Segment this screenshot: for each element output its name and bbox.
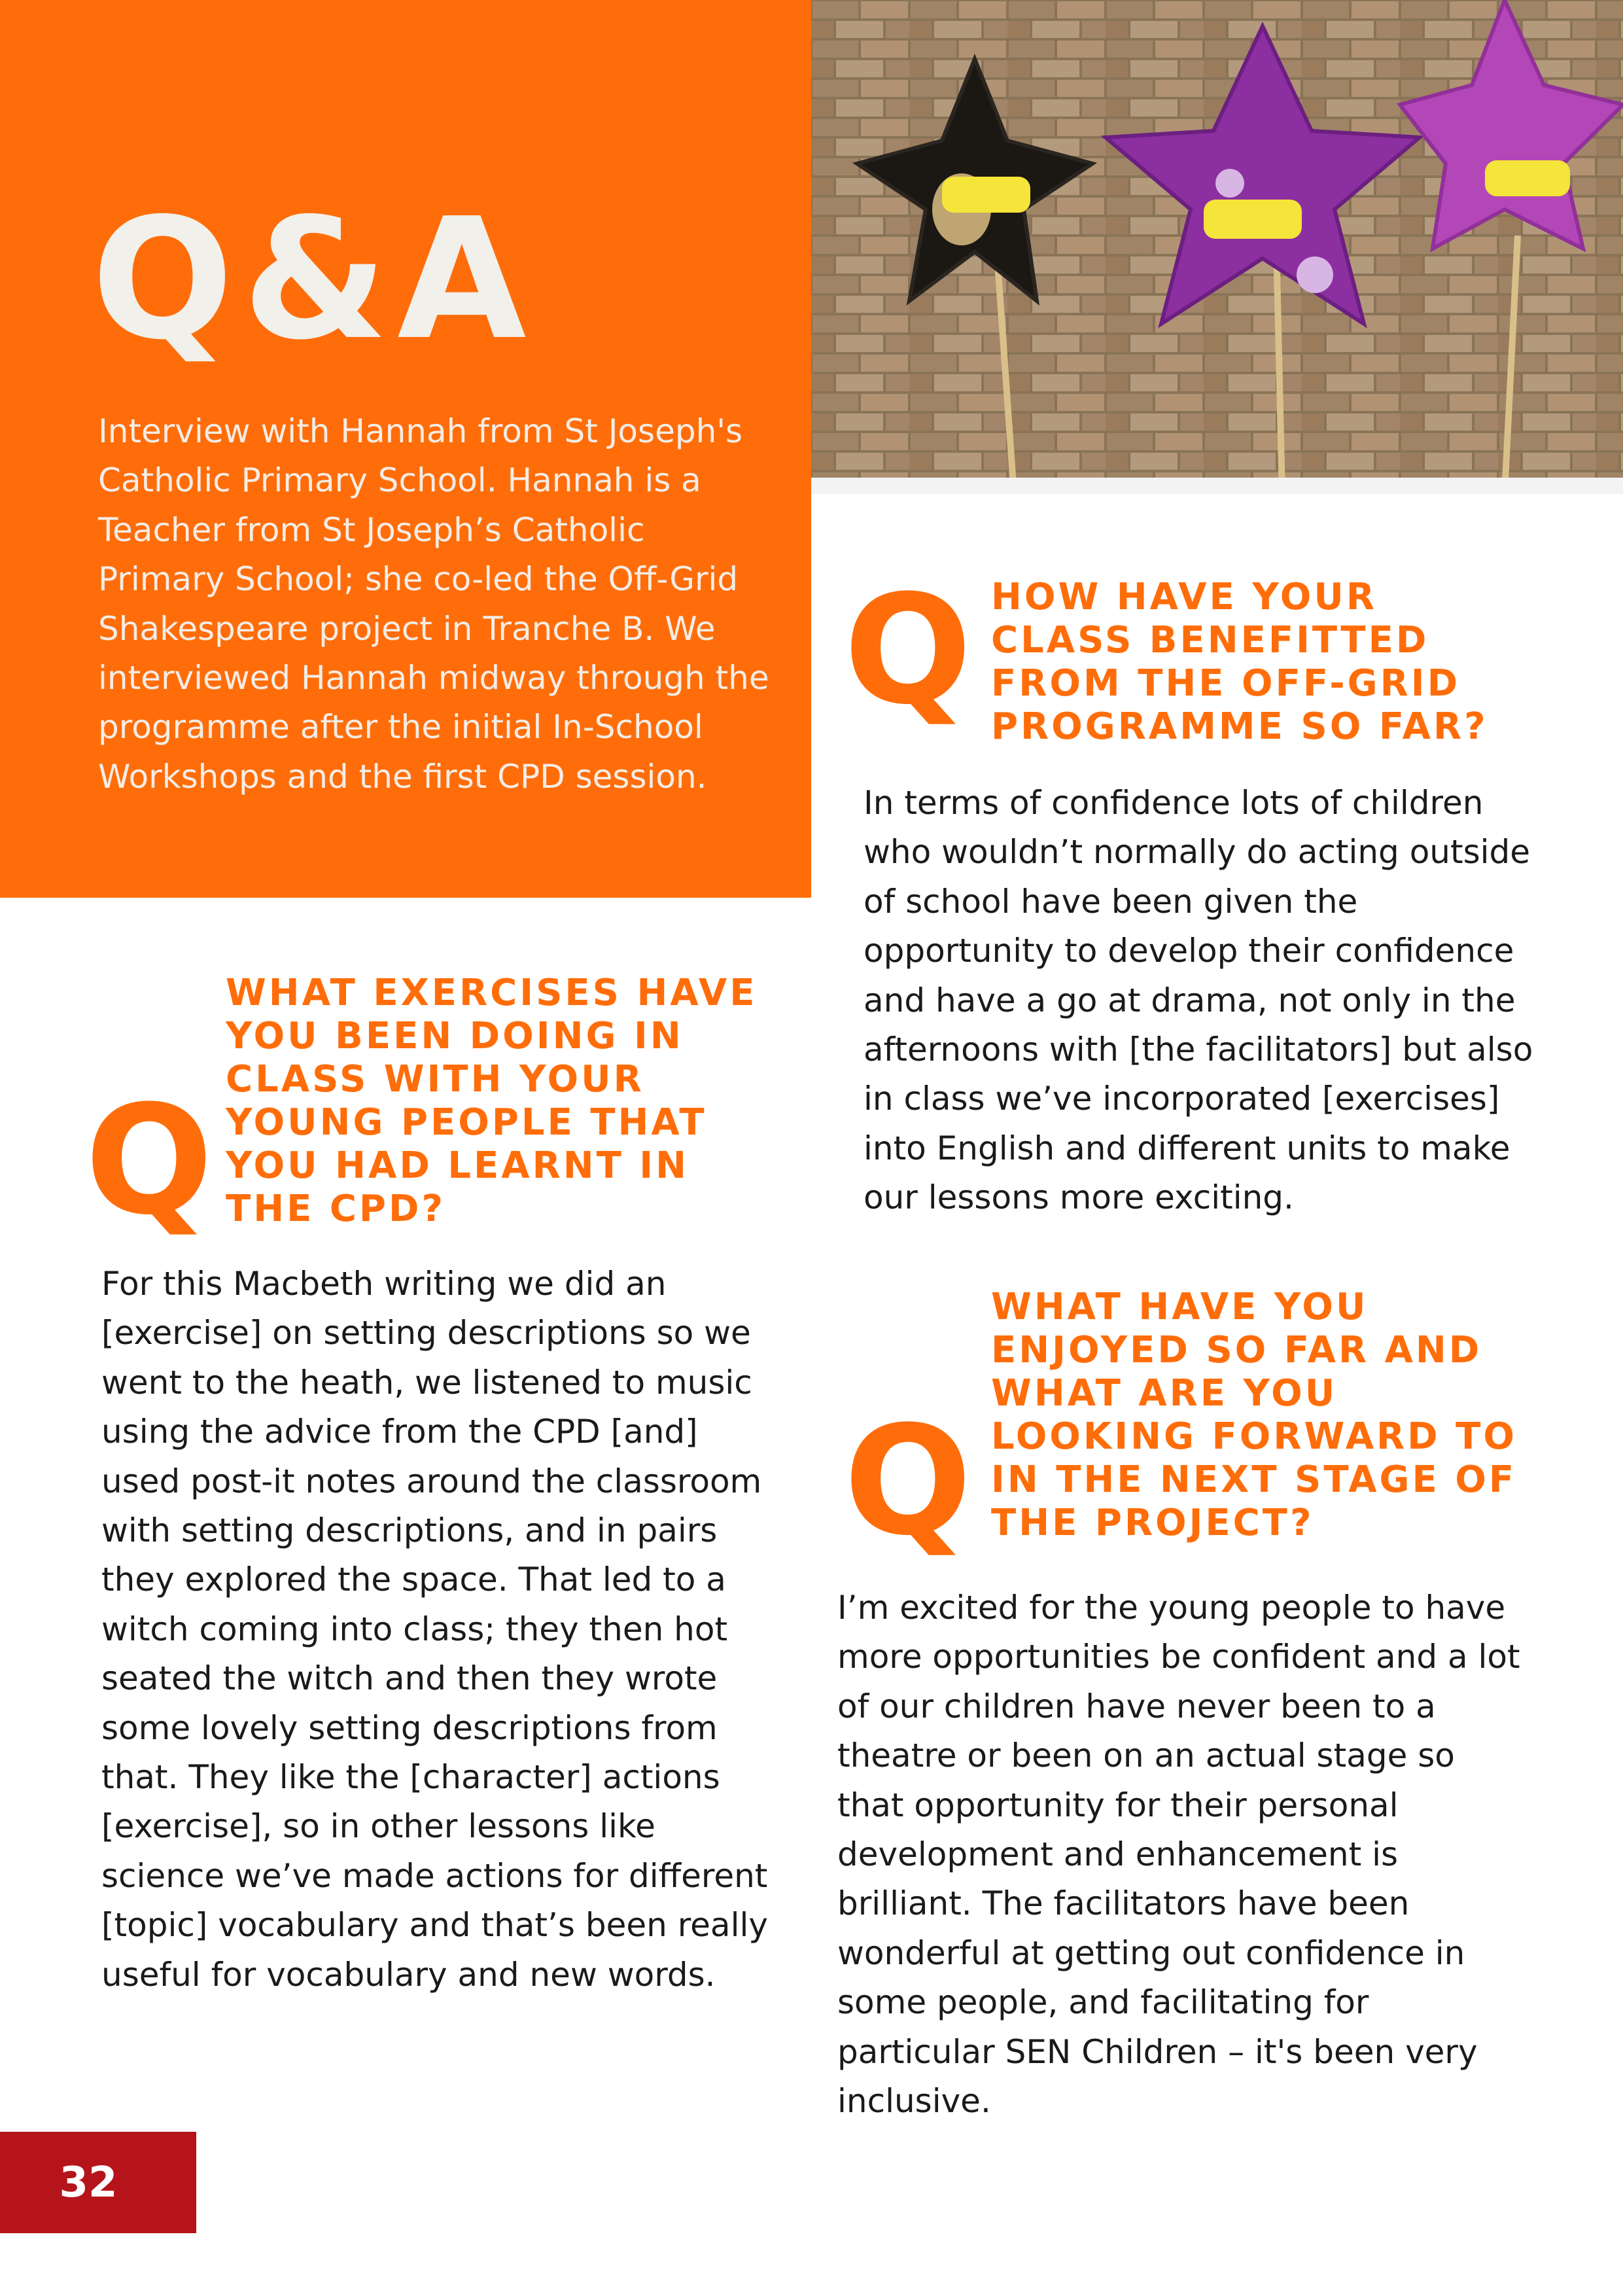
photo-of-painted-stars <box>811 0 1623 494</box>
question-heading: HOW HAVE YOUR CLASS BENEFITTED FROM THE OFF-GRID PROGRAMME SO FAR? <box>991 576 1488 748</box>
page-title: Q&A <box>92 183 536 377</box>
intro-panel <box>0 0 811 898</box>
answer-text: In terms of confidence lots of children who wouldn’t normally do acting outside of school have been given the opportunity to develop their confidence and have a go at drama, not only in the afternoons with [the facilitators] but also in class we’ve incorporated [exercises] into English and different units to make our lessons more exciting. <box>864 784 1533 1217</box>
page-number: 32 <box>59 2158 118 2207</box>
intro-text: Interview with Hannah from St Joseph's Catholic Primary School. Hannah is a Teacher from St Joseph’s Catholic Primary School; she co-led the Off-Grid Shakespeare project in Tranche B. We interviewed Hannah midway through the programme after the initial In-School Workshops and the first CPD session. <box>98 412 769 796</box>
answer-text: I’m excited for the young people to have more opportunities be confident and a lot of our children have never been to a theatre or been on an actual stage so that opportunity for their personal development and enhancement is brilliant. The facilitators have been wonderful at getting out confidence in some people, and facilitating for particular SEN Children – it's been very inclusive. <box>837 1589 1520 2121</box>
q-mark-icon: Q <box>844 563 972 738</box>
question-heading: WHAT EXERCISES HAVE YOU BEEN DOING IN CLASS WITH YOUR YOUNG PEOPLE THAT YOU HAD LEARNT IN THE CPD? <box>226 972 758 1230</box>
q-mark-icon: Q <box>85 1074 213 1248</box>
answer-text: For this Macbeth writing we did an [exercise] on setting descriptions so we went to the heath, we listened to music using the advice from the CPD [and] used post-it notes around the classroom with setting descriptions, and in pairs they explored the space. That led to a witch coming into class; they then hot seated the witch and then they wrote some lovely setting descriptions from that. They like the [character] actions [exercise], so in other lessons like science we’ve made actions for different [topic] vocabulary and that’s been really useful for vocabulary and new words. <box>101 1265 768 1994</box>
question-heading: WHAT HAVE YOU ENJOYED SO FAR AND WHAT ARE YOU LOOKING FORWARD TO IN THE NEXT STAGE OF THE PROJECT? <box>991 1286 1517 1544</box>
page-number-badge <box>0 2132 196 2233</box>
q-mark-icon: Q <box>844 1394 972 1569</box>
